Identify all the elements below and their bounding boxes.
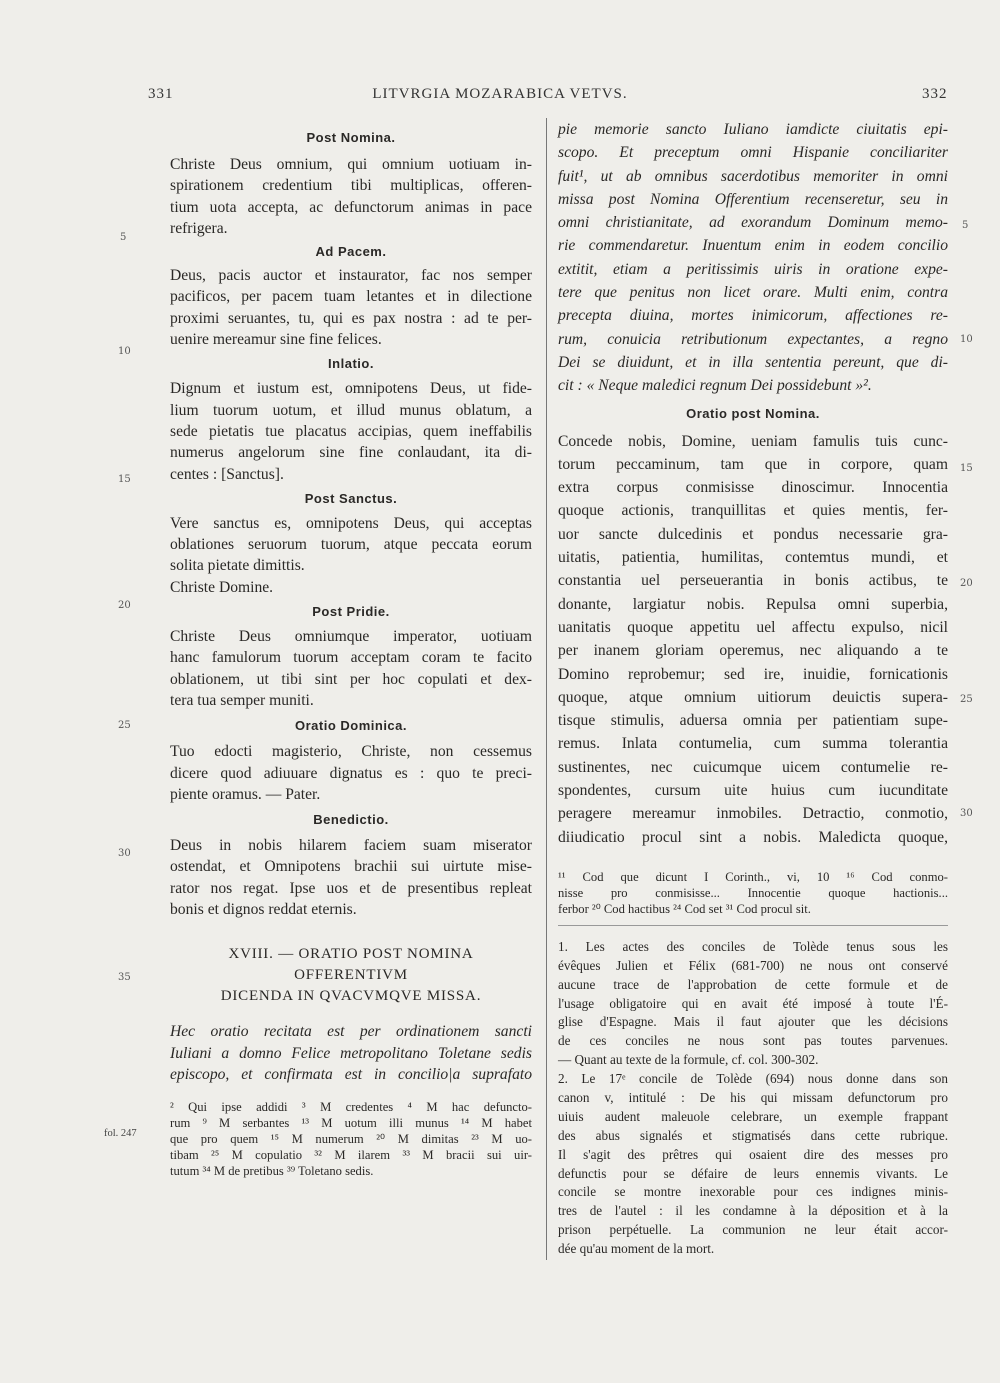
left-footnotes <box>170 1099 532 1179</box>
text-line: quoque actionis, tranquillitas et quies mentis, fer- <box>558 502 948 520</box>
prayer-inlatio <box>170 378 532 484</box>
note-line: glise d'Espagne. Mais il faut ajouter que les décisions <box>558 1014 948 1030</box>
note-line: prison perpétuelle. La communion ne leur était accor- <box>558 1222 948 1238</box>
line-number: 5 <box>120 232 127 243</box>
footnote-line: nisse pro conmisisse... Innocentie quoque hactionis... <box>558 885 948 900</box>
prayer-post-nomina <box>170 154 532 239</box>
text-line: tera tua semper muniti. <box>170 691 314 709</box>
heading-post-pridie: Post Pridie. <box>312 604 390 620</box>
heading-oratio-post-nomina: Oratio post Nomina. <box>686 405 820 421</box>
heading-post-nomina: Post Nomina. <box>306 130 396 145</box>
text-line: Domino reprobemur; sed ire, inuidie, fornicationis <box>558 665 948 683</box>
note-line: tres de l'autel : il les condamne à la déposition et à la <box>558 1203 948 1219</box>
text-line: fuit¹, ut ab omnibus sacerdotibus memoriter in omni <box>558 167 948 185</box>
footnote-line: ² Qui ipse addidi ³ M credentes ⁴ M hac defuncto- <box>170 1100 532 1115</box>
prayer-oratio-dominica <box>170 741 532 805</box>
note-line: Il s'agit des prêtres qui osaient dire des messes pro <box>558 1146 948 1162</box>
prayer-benedictio <box>170 835 532 920</box>
text-line: rator nos regat. Ipse uos et de presentibus repleat <box>170 879 532 897</box>
running-title: LITVRGIA MOZARABICA VETVS. <box>372 86 628 102</box>
text-line: bonis et dignos reddat eternis. <box>170 901 357 919</box>
footnote-line: ¹¹ Cod que dicunt I Corinth., vi, 10 ¹⁶ Cod conmo- <box>558 869 948 884</box>
heading-ad-pacem: Ad Pacem. <box>315 244 387 260</box>
text-line: Iuliani a domno Felice metropolitano Toletane sedis <box>170 1044 532 1062</box>
text-line: peragere mereamur inmobiles. Detractio, conmotio, <box>558 805 948 823</box>
text-line: spondentes, cursum uite huius cum iucunditate <box>558 782 948 800</box>
text-line: Christe Deus omniumque imperator, uotiuam <box>170 628 532 646</box>
rubric-italic <box>170 1021 532 1085</box>
line-number: 30 <box>118 848 131 859</box>
text-line: piente oramus. — Pater. <box>170 785 321 803</box>
text-line: Dei se diuidunt, et in illa sententia pereunt, que di- <box>558 353 948 371</box>
note-line: évêques Julien et Félix (681-700) ne nous ont conservé <box>558 957 948 973</box>
text-line: uenire mereamur sine fine felices. <box>170 331 382 349</box>
text-line: centes : [Sanctus]. <box>170 465 284 483</box>
text-line: Vere sanctus es, omnipotens Deus, qui acceptas <box>170 514 532 532</box>
prayer-post-sanctus <box>170 513 532 598</box>
text-line: omni christianitate, ad exorandum Dominum memo- <box>558 214 948 232</box>
text-line: Tuo edocti magisterio, Christe, non cessemus <box>170 743 532 761</box>
note-line: de ces conciles ne nous sont pas toutes parvenues. <box>558 1033 948 1049</box>
line-number: 15 <box>960 463 973 474</box>
page-number-left: 331 <box>148 86 174 102</box>
note-line: concile se montre inexorable pour ces indignes minis- <box>558 1184 948 1200</box>
text-line: uor sancte dulcedinis et pondus necessarie gra- <box>558 525 948 543</box>
section-title-line: XVIII. — ORATIO POST NOMINA OFFERENTIVM <box>228 946 474 984</box>
text-line: extra corpus conmisisse dinoscimur. Innocentia <box>558 479 948 497</box>
text-line: scopo. Et preceptum omni Hispanie conciliariter <box>558 144 948 162</box>
text-line: numerus angelorum sine fine conlaudant, ita di- <box>170 444 532 462</box>
text-line: tere que penitus non licet orare. Multi enim, contra <box>558 284 948 302</box>
line-number: 10 <box>118 346 131 357</box>
footnote-line: que pro quem ¹⁵ M numerum ²⁰ M dimitas ²³ M uo- <box>170 1132 532 1147</box>
notes-rule <box>558 925 948 926</box>
note-line: — Quant au texte de la formule, cf. col. 300-302. <box>558 1052 819 1068</box>
note-line: 2. Le 17ᵉ concile de Tolède (694) nous donne dans son <box>558 1071 948 1087</box>
note-line: l'usage obligatoire qui en avait été imposé à toute l'É- <box>558 995 948 1011</box>
text-line: lium tuorum uotum, et illud munus oblatum, a <box>170 401 532 419</box>
text-line: Deus in nobis hilarem faciem suam miserator <box>170 837 532 855</box>
text-line: precepta diuina, mortes inimicorum, affectiones re- <box>558 307 948 325</box>
left-column <box>170 128 532 1179</box>
line-number: 20 <box>118 600 131 611</box>
text-line: quoque, atque omnium uitiorum deuictis supera- <box>558 688 948 706</box>
text-line: hanc famulorum tuorum acceptam coram te facito <box>170 649 532 667</box>
text-line: rie commendaretur. Inuentum enim in eodem concilio <box>558 237 948 255</box>
editorial-notes <box>558 938 948 1259</box>
footnote-line: tibam ²⁵ M copulatio ³² M ilarem ³³ M bracii sui uir- <box>170 1148 532 1163</box>
line-number: 30 <box>960 808 973 819</box>
text-line: Christe Deus omnium, qui omnium uotiuam in- <box>170 156 532 173</box>
line-number: 25 <box>118 720 131 731</box>
section-title-xviii <box>170 944 532 1007</box>
text-line: dicere quod adiuuare dignatus es : quo te preci- <box>170 764 532 782</box>
text-line: refrigera. <box>170 219 228 237</box>
text-line: remus. Inlata contumelia, cum summa tolerantia <box>558 735 948 753</box>
footnote-line: tutum ³⁴ M de pretibus ³⁹ Toletano sedis. <box>170 1164 374 1179</box>
section-title-line: DICENDA IN QVACVMQVE MISSA. <box>220 988 482 1005</box>
text-line: Deus, pacis auctor et instaurator, fac nos semper <box>170 267 532 285</box>
note-line: 1. Les actes des conciles de Tolède tenus sous les <box>558 938 948 954</box>
text-line: episcopo, et confirmata est in concilio|a suprafato <box>170 1065 532 1083</box>
text-line: solita pietate dimittis. <box>170 557 305 575</box>
line-number: 5 <box>962 220 969 231</box>
text-line: per inanem gloriam operemus, nec aliquando a te <box>558 642 948 660</box>
note-line: canon v, intitulé : De his qui missam defunctorum pro <box>558 1090 948 1106</box>
prayer-ad-pacem <box>170 265 532 350</box>
page-number-right: 332 <box>922 86 948 102</box>
text-line: Dignum et iustum est, omnipotens Deus, ut fide- <box>170 380 532 398</box>
text-line: spirationem credentium tibi multiplicas, offeren- <box>170 177 532 195</box>
text-line: Hec oratio recitata est per ordinationem sancti <box>170 1023 532 1041</box>
right-column <box>558 118 948 1259</box>
text-line: extitit, etiam a peritissimis uiris in oratione expe- <box>558 260 948 278</box>
text-line: uanitatis quoque appetitu uel affectu expulso, nicil <box>558 618 948 636</box>
text-line: pacificos, per pacem tuam letantes et in dilectione <box>170 288 532 306</box>
heading-oratio-dominica: Oratio Dominica. <box>294 718 408 734</box>
text-line: Christe Domine. <box>170 578 274 596</box>
text-line: ostendat, et Omnipotens brachii sui uirtute mise- <box>170 858 532 876</box>
prayer-oratio-post-nomina <box>558 430 948 849</box>
text-line: rum, conuicia retributionum expectantes, a regno <box>558 330 948 348</box>
text-line: tisque stimulis, aduersa omnia per patientiam supe- <box>558 712 948 730</box>
note-line: defunctis pour se défaire de leurs ennemis vivants. Le <box>558 1165 948 1181</box>
text-line: diiudicatio procul sint a nobis. Maledicta quoque, <box>558 828 948 846</box>
prayer-post-pridie <box>170 626 532 711</box>
text-line: torum peccaminum, tam que in corpore, quam <box>558 455 948 473</box>
line-number: 20 <box>960 578 973 589</box>
text-line: uitatis, patientia, humilitas, contemtus mundi, et <box>558 549 948 567</box>
note-line: uiuis audent maleuole celebrare, un exemple frappant <box>558 1108 948 1124</box>
footnote-line: rum ⁹ M serbantes ¹³ M uotum illi munus ¹⁴ M habet <box>170 1116 532 1131</box>
note-line: aucune trace de l'approbation de cette formule et de <box>558 976 948 992</box>
line-number: 15 <box>118 474 131 485</box>
note-line: des abus signalés et stigmatisés dans cette rubrique. <box>558 1127 948 1143</box>
line-number: 10 <box>960 334 973 345</box>
text-line: sede pietatis tue placatus accipias, quem ineffabilis <box>170 422 532 440</box>
footnote-line: ferbor ²⁰ Cod hactibus ²⁴ Cod set ³¹ Cod procul sit. <box>558 901 811 916</box>
text-line: oblationes seruorum tuorum, atque peccata eorum <box>170 536 532 554</box>
text-line: cit : « Neque maledici regnum Dei possidebunt »². <box>558 377 872 395</box>
right-footnotes <box>558 869 948 917</box>
text-line: constantia uel perseuerantia in bonis actibus, te <box>558 572 948 590</box>
text-line: Concede nobis, Domine, ueniam famulis tuis cunc- <box>558 432 948 450</box>
folio-reference: fol. 247 <box>104 1128 137 1139</box>
text-line: proximi seruantes, tu, qui es pax nostra : ad te per- <box>170 309 532 327</box>
line-number: 35 <box>118 972 131 983</box>
text-line: donante, largiatur nobis. Repulsa omni superbia, <box>558 595 948 613</box>
text-line: pie memorie sancto Iuliano iamdicte ciuitatis epi- <box>558 121 948 138</box>
text-line: missa post Nomina Offerentium recenseretur, seu in <box>558 190 948 208</box>
text-line: sustinentes, nec cuicumque uicem contumelie re- <box>558 758 948 776</box>
line-number: 25 <box>960 694 973 705</box>
rubric-continued <box>558 118 948 398</box>
heading-benedictio: Benedictio. <box>313 812 389 828</box>
heading-inlatio: Inlatio. <box>328 356 374 372</box>
running-header <box>0 86 1000 110</box>
text-line: tium uota accepta, ac defunctorum animas in pace <box>170 198 532 216</box>
heading-post-sanctus: Post Sanctus. <box>304 490 398 506</box>
note-line: dée qu'au moment de la mort. <box>558 1241 715 1257</box>
text-line: oblationem, ut tibi sint per hoc copulati et dex- <box>170 670 532 688</box>
column-divider <box>546 118 547 1260</box>
